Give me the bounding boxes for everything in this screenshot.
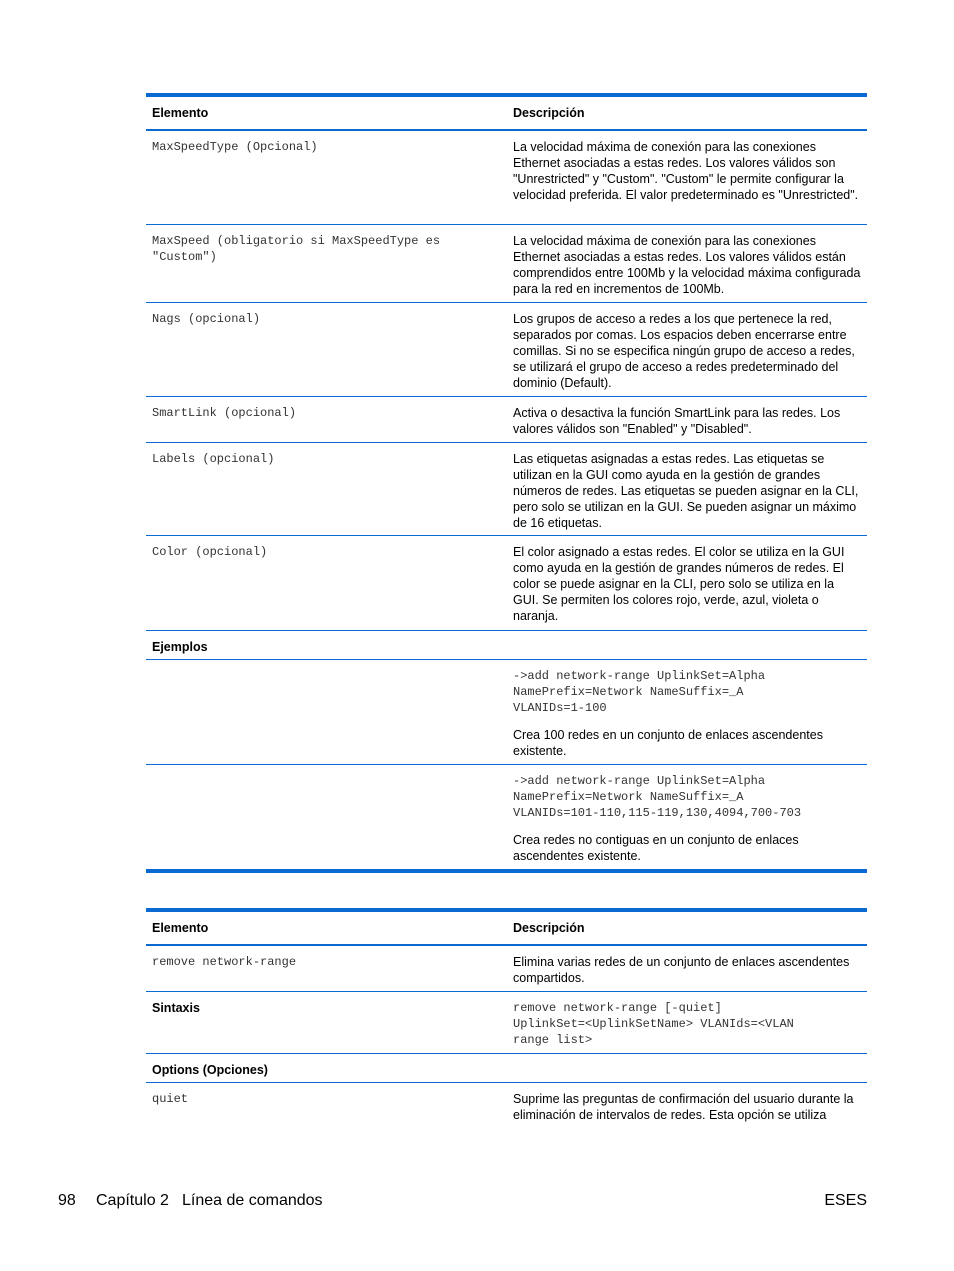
option-name: quiet	[152, 1092, 189, 1106]
table-header-row	[146, 97, 867, 131]
column-header-element: Elemento	[152, 106, 209, 120]
column-header-description: Descripción	[513, 106, 585, 120]
parameter-description: Los grupos de acceso a redes a los que pertenece la red, separados por comas. Los espacios deben encerrarse entre comillas. Si no se especifica ningún grupo de acceso a redes, se utilizará el grupo de acceso a redes predeterminado del dominio (Default).	[513, 312, 855, 390]
table-row	[146, 397, 867, 443]
example-command: ->add network-range UplinkSet=Alpha NamePrefix=Network NameSuffix=_A VLANIDs=1-100	[513, 669, 766, 715]
example-command: ->add network-range UplinkSet=Alpha NamePrefix=Network NameSuffix=_A VLANIDs=101-110,115-119,130,4094,700-703	[513, 774, 802, 820]
command-description: Elimina varias redes de un conjunto de enlaces ascendentes compartidos.	[513, 955, 850, 985]
command-name: remove network-range	[152, 955, 297, 969]
options-heading: Options (Opciones)	[152, 1063, 268, 1077]
chapter-title: Línea de comandos	[182, 1192, 323, 1209]
parameter-name: Nags (opcional)	[152, 312, 261, 326]
option-description: Suprime las preguntas de confirmación del usuario durante la eliminación de intervalos de redes. Esta opción se utiliza	[513, 1092, 854, 1122]
parameter-name: SmartLink (opcional)	[152, 406, 297, 420]
table-header-row	[146, 912, 867, 946]
example-description: Crea redes no contiguas en un conjunto de enlaces ascendentes existente.	[513, 833, 799, 863]
parameter-description: El color asignado a estas redes. El color se utiliza en la GUI como ayuda en la gestión de grandes números de redes. El color se puede asignar en la CLI, pero solo se utiliza en la GUI. Se permiten los colores rojo, verde, azul, violeta o naranja.	[513, 545, 845, 623]
table-row	[146, 131, 867, 225]
table-row	[146, 443, 867, 536]
parameter-description: Activa o desactiva la función SmartLink para las redes. Los valores válidos son "Enabled" y "Disabled".	[513, 406, 841, 436]
table-row	[146, 225, 867, 303]
syntax-text: remove network-range [-quiet] UplinkSet=<UplinkSetName> VLANIds=<VLAN range list>	[513, 1001, 794, 1047]
parameter-description: Las etiquetas asignadas a estas redes. Las etiquetas se utilizan en la GUI como ayuda en la gestión de grandes números de redes. Las etiquetas se pueden asignar en la CLI, pero solo se utilizan en la GUI. Se pueden asignar un máximo de 16 etiquetas.	[513, 452, 859, 530]
chapter-label: Capítulo 2	[96, 1192, 169, 1209]
parameter-name: Color (opcional)	[152, 545, 268, 559]
parameters-table	[146, 93, 867, 873]
syntax-row	[146, 992, 867, 1054]
example-row	[146, 660, 867, 765]
options-heading-row	[146, 1054, 867, 1083]
page-number: 98	[58, 1192, 76, 1209]
parameter-name: Labels (opcional)	[152, 452, 275, 466]
parameter-description: La velocidad máxima de conexión para las conexiones Ethernet asociadas a estas redes. Los valores válidos son "Unrestricted" y "Custom". "Custom" le permite configurar la velocidad preferida. El valor predeterminado es "Unrestricted".	[513, 140, 859, 202]
parameter-description: La velocidad máxima de conexión para las conexiones Ethernet asociadas a estas redes. Los valores válidos están comprendidos entre 100Mb y la velocidad máxima configurada para la red en incrementos de 100Mb.	[513, 234, 861, 296]
examples-heading: Ejemplos	[152, 640, 208, 654]
table-row	[146, 303, 867, 397]
table-row	[146, 946, 867, 992]
example-description: Crea 100 redes en un conjunto de enlaces ascendentes existente.	[513, 728, 823, 758]
example-row	[146, 765, 867, 869]
command-table	[146, 908, 867, 1125]
locale-code: ESES	[824, 1192, 867, 1209]
table-row	[146, 536, 867, 631]
syntax-label: Sintaxis	[152, 1001, 200, 1015]
parameter-name: MaxSpeedType (Opcional)	[152, 140, 318, 154]
column-header-description: Descripción	[513, 921, 585, 935]
column-header-element: Elemento	[152, 921, 209, 935]
examples-heading-row	[146, 631, 867, 660]
parameter-name: MaxSpeed (obligatorio si MaxSpeedType es "Custom")	[152, 234, 448, 264]
table-row	[146, 1083, 867, 1125]
